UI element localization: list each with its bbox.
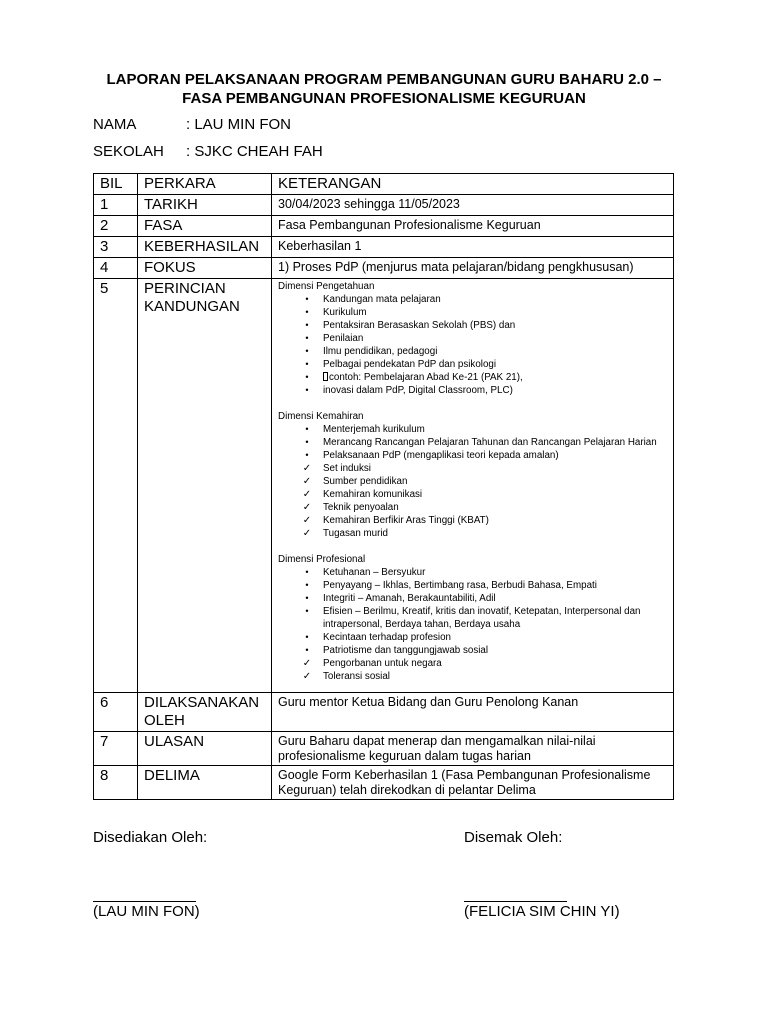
table-row (94, 732, 674, 766)
check-mark-icon: ✓ (302, 489, 312, 500)
sekolah-label: SEKOLAH (93, 143, 164, 160)
header-perkara: PERKARA (138, 174, 272, 195)
list-item (301, 631, 668, 644)
bullet-icon: • (305, 346, 309, 356)
bullet-icon: • (305, 606, 309, 616)
list-item (301, 488, 668, 501)
table-row (94, 258, 674, 279)
prepared-signature-line (93, 901, 196, 902)
table-row (94, 237, 674, 258)
nama-value: : LAU MIN FON (186, 116, 292, 133)
row-keterangan (272, 258, 674, 279)
list-item-text: Kurikulum (323, 307, 367, 318)
row-perkara: PERINCIAN KANDUNGAN (138, 279, 272, 693)
list-item-text: Menterjemah kurikulum (323, 424, 425, 435)
keterangan-text: Google Form Keberhasilan 1 (Fasa Pembangunan Profesionalisme Keguruan) telah direkodkan di pelantar Delima (278, 768, 651, 797)
bullet-icon: • (305, 645, 309, 655)
row-keterangan (272, 732, 674, 766)
list-item-text: Kecintaan terhadap profesion (323, 632, 451, 643)
row-keterangan (272, 195, 674, 216)
dimension-list (278, 566, 668, 683)
missing-glyph-icon (323, 372, 328, 381)
list-item (301, 579, 668, 592)
list-item-text: Pelbagai pendekatan PdP dan psikologi (323, 359, 497, 370)
bullet-icon: • (305, 632, 309, 642)
list-item-text: Merancang Rancangan Pelajaran Tahunan dan Rancangan Pelajaran Harian (323, 437, 657, 448)
list-item-text: contoh: Pembelajaran Abad Ke-21 (PAK 21), (329, 372, 523, 383)
table-row (94, 216, 674, 237)
bullet-icon: • (305, 307, 309, 317)
report-title-line-2: FASA PEMBANGUNAN PROFESIONALISME KEGURUAN (182, 90, 586, 107)
dimension-heading: Dimensi Kemahiran (278, 411, 364, 422)
report-title-line-1: LAPORAN PELAKSANAAN PROGRAM PEMBANGUNAN GURU BAHARU 2.0 – (106, 71, 662, 88)
list-item (301, 670, 668, 683)
list-item (301, 592, 668, 605)
list-item-text: Penilaian (323, 333, 364, 344)
list-item-text: Integriti – Amanah, Berakauntabiliti, Adil (323, 593, 496, 604)
bullet-icon: • (305, 294, 309, 304)
report-table-body (94, 174, 674, 800)
row-perkara: DILAKSANAKAN OLEH (138, 693, 272, 732)
list-item (301, 475, 668, 488)
list-item (301, 371, 668, 384)
keterangan-text: Fasa Pembangunan Profesionalisme Keguruan (278, 218, 541, 232)
info-row-nama (93, 116, 291, 134)
report-title (60, 70, 708, 108)
bullet-icon: • (305, 372, 309, 382)
list-item (301, 423, 668, 436)
row-bil: 4 (94, 258, 138, 279)
row-bil: 3 (94, 237, 138, 258)
dimension-section (278, 553, 668, 683)
keterangan-text: 1) Proses PdP (menjurus mata pelajaran/bidang pengkhususan) (278, 260, 634, 274)
row-bil: 5 (94, 279, 138, 693)
list-item-text: Sumber pendidikan (323, 476, 408, 487)
check-mark-icon: ✓ (302, 671, 312, 682)
row-keterangan (272, 766, 674, 800)
bullet-icon: • (305, 450, 309, 460)
list-item (301, 293, 668, 306)
list-item-text: Kandungan mata pelajaran (323, 294, 441, 305)
list-item-text: Patriotisme dan tanggungjawab sosial (323, 645, 489, 656)
list-item (301, 384, 668, 397)
keterangan-text: Guru Baharu dapat menerap dan mengamalkan nilai-nilai profesionalisme keguruan dalam tugas harian (278, 734, 596, 763)
list-item (301, 306, 668, 319)
row-perkara: ULASAN (138, 732, 272, 766)
list-item-text: Toleransi sosial (323, 671, 390, 682)
bullet-icon: • (305, 437, 309, 447)
bullet-icon: • (305, 424, 309, 434)
list-item-text: Tugasan murid (323, 528, 388, 539)
list-item (301, 644, 668, 657)
list-item-text: Set induksi (323, 463, 371, 474)
table-row (94, 279, 674, 693)
bullet-icon: • (305, 333, 309, 343)
list-item (301, 657, 668, 670)
keterangan-text: Guru mentor Ketua Bidang dan Guru Penolong Kanan (278, 695, 579, 709)
row-keterangan (272, 237, 674, 258)
checked-by-name: (FELICIA SIM CHIN YI) (464, 903, 620, 920)
list-item-text: Kemahiran komunikasi (323, 489, 423, 500)
list-item-text: Pelaksanaan PdP (mengaplikasi teori kepada amalan) (323, 450, 559, 461)
dimension-heading: Dimensi Profesional (278, 554, 366, 565)
row-bil: 8 (94, 766, 138, 800)
row-perkara: FOKUS (138, 258, 272, 279)
check-mark-icon: ✓ (302, 463, 312, 474)
list-item-text: inovasi dalam PdP, Digital Classroom, PLC) (323, 385, 513, 396)
bullet-icon: • (305, 320, 309, 330)
dimension-list (278, 293, 668, 397)
bullet-icon: • (305, 580, 309, 590)
list-item-text: Pengorbanan untuk negara (323, 658, 442, 669)
list-item (301, 605, 668, 631)
prepared-by-name: (LAU MIN FON) (93, 903, 200, 920)
row-bil: 7 (94, 732, 138, 766)
list-item (301, 332, 668, 345)
list-item-text: Penyayang – Ikhlas, Bertimbang rasa, Berbudi Bahasa, Empati (323, 580, 597, 591)
content-details (278, 280, 668, 691)
row-bil: 1 (94, 195, 138, 216)
dimension-section (278, 410, 668, 540)
bullet-icon: • (305, 385, 309, 395)
dimension-heading: Dimensi Pengetahuan (278, 281, 375, 292)
list-item-text: Ilmu pendidikan, pedagogi (323, 346, 438, 357)
row-perkara: TARIKH (138, 195, 272, 216)
list-item (301, 514, 668, 527)
check-mark-icon: ✓ (302, 658, 312, 669)
check-mark-icon: ✓ (302, 515, 312, 526)
header-bil: BIL (94, 174, 138, 195)
dimension-list (278, 423, 668, 540)
bullet-icon: • (305, 359, 309, 369)
report-table (93, 173, 674, 800)
row-perkara: KEBERHASILAN (138, 237, 272, 258)
list-item-text: Ketuhanan – Bersyukur (323, 567, 426, 578)
check-mark-icon: ✓ (302, 502, 312, 513)
list-item (301, 462, 668, 475)
keterangan-text: Keberhasilan 1 (278, 239, 362, 253)
list-item-text: Teknik penyoalan (323, 502, 399, 513)
list-item (301, 566, 668, 579)
bullet-icon: • (305, 567, 309, 577)
row-perkara: FASA (138, 216, 272, 237)
check-mark-icon: ✓ (302, 476, 312, 487)
table-row (94, 766, 674, 800)
checked-signature-line (464, 901, 567, 902)
list-item (301, 345, 668, 358)
list-item (301, 527, 668, 540)
dimension-section (278, 280, 668, 397)
list-item (301, 501, 668, 514)
row-keterangan (272, 693, 674, 732)
keterangan-text: 30/04/2023 sehingga 11/05/2023 (278, 197, 460, 211)
list-item-text: Efisien – Berilmu, Kreatif, kritis dan inovatif, Ketepatan, Interpersonal dan intrapersonal, Berdaya tahan, Berdaya usaha (323, 606, 641, 630)
list-item-text: Kemahiran Berfikir Aras Tinggi (KBAT) (323, 515, 489, 526)
row-keterangan (272, 279, 674, 693)
table-header-row (94, 174, 674, 195)
checked-by-label: Disemak Oleh: (464, 829, 563, 846)
sekolah-value: : SJKC CHEAH FAH (186, 143, 323, 160)
prepared-by-label: Disediakan Oleh: (93, 829, 208, 846)
check-mark-icon: ✓ (302, 528, 312, 539)
table-row (94, 693, 674, 732)
table-row (94, 195, 674, 216)
row-perkara: DELIMA (138, 766, 272, 800)
bullet-icon: • (305, 593, 309, 603)
nama-label: NAMA (93, 116, 137, 133)
list-item (301, 358, 668, 371)
row-bil: 2 (94, 216, 138, 237)
row-bil: 6 (94, 693, 138, 732)
header-keterangan: KETERANGAN (272, 174, 674, 195)
list-item (301, 436, 668, 449)
info-row-sekolah (93, 143, 323, 161)
list-item-text: Pentaksiran Berasaskan Sekolah (PBS) dan (323, 320, 516, 331)
list-item (301, 319, 668, 332)
list-item (301, 449, 668, 462)
row-keterangan (272, 216, 674, 237)
